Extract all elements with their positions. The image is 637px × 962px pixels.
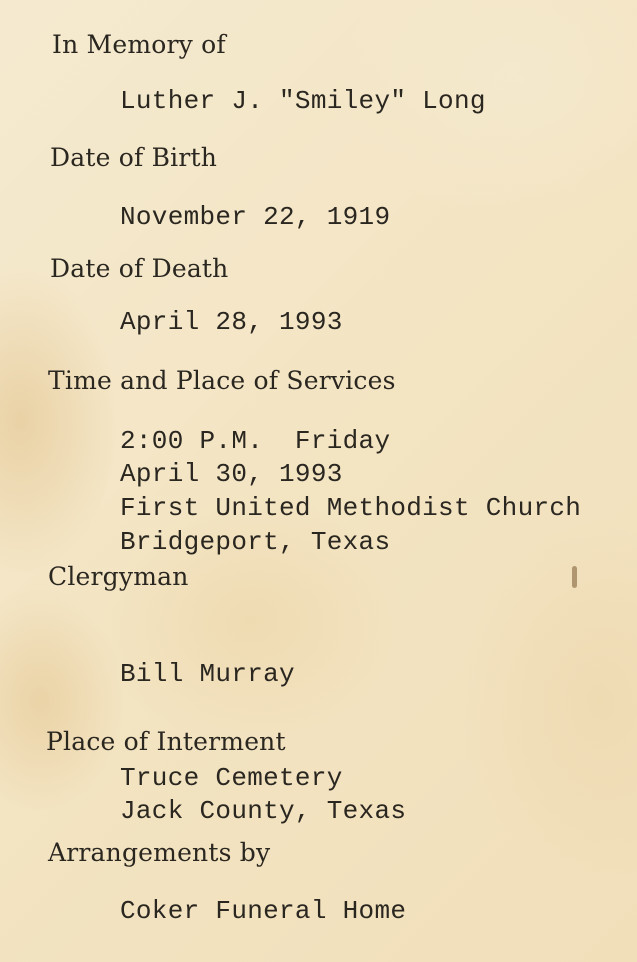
paper-speck-mark [572,566,577,588]
services-date: April 30, 1993 [120,459,343,489]
services-time-day: 2:00 P.M. Friday [120,426,391,456]
clergyman-name: Bill Murray [120,659,295,689]
date-of-death-value: April 28, 1993 [120,307,343,337]
deceased-name: Luther J. "Smiley" Long [120,86,486,116]
funeral-home-name: Coker Funeral Home [120,896,407,926]
interment-label: Place of Interment [46,727,286,756]
interment-county: Jack County, Texas [120,796,407,826]
date-of-death-label: Date of Death [50,254,229,283]
arrangements-label: Arrangements by [48,838,271,867]
date-of-birth-value: November 22, 1919 [120,202,391,232]
services-label: Time and Place of Services [48,366,396,395]
in-memory-label: In Memory of [52,30,226,59]
services-city: Bridgeport, Texas [120,527,391,557]
services-church: First United Methodist Church [120,493,582,523]
clergyman-label: Clergyman [48,562,189,591]
interment-cemetery: Truce Cemetery [120,763,343,793]
date-of-birth-label: Date of Birth [50,143,218,172]
